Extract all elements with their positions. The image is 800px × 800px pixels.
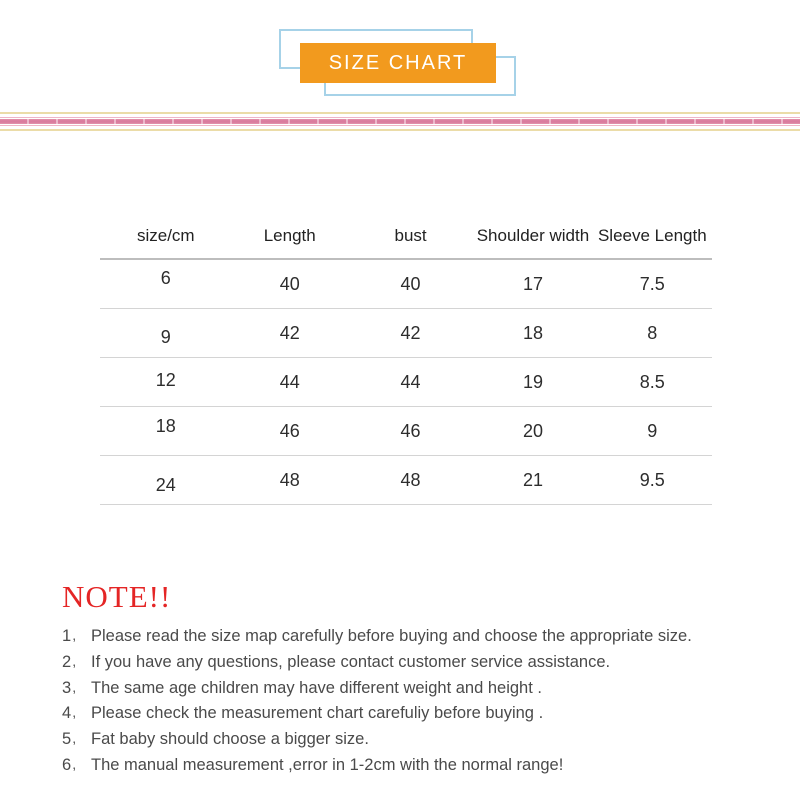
size-chart-banner: [300, 43, 496, 83]
note-text: Please read the size map carefully before buying and choose the appropriate size.: [91, 627, 692, 645]
sleeve-value: 8.5: [593, 358, 712, 407]
banner-title: SIZE CHART: [328, 51, 468, 74]
table-row: [100, 456, 712, 505]
note-heading: NOTE!!: [62, 579, 172, 614]
note-text: If you have any questions, please contact customer service assistance.: [91, 652, 611, 671]
note-text: Fat baby should choose a bigger size.: [91, 730, 369, 749]
size-value: 24: [155, 474, 176, 495]
shoulder-value: 19: [473, 358, 592, 407]
sleeve-value: 9: [593, 407, 712, 456]
note-text: Please check the measurement chart carefuliy before buying .: [91, 704, 544, 723]
table-row: [100, 407, 712, 456]
header-shoulder-width: Shoulder width: [473, 213, 592, 259]
shoulder-value: 21: [473, 456, 592, 505]
sleeve-value: 8: [593, 309, 712, 358]
length-value: 40: [232, 259, 348, 309]
note-number: 2 ,: [62, 650, 91, 676]
note-list: [62, 624, 752, 779]
bust-value: 42: [348, 309, 473, 358]
sleeve-value: 7.5: [593, 259, 712, 309]
size-value: 9: [160, 326, 171, 347]
size-table-header: [100, 213, 712, 259]
shoulder-value: 18: [473, 309, 592, 358]
note-number: 5 ,: [62, 727, 91, 753]
bust-value: 46: [348, 407, 473, 456]
note-number: 6 ,: [62, 753, 91, 779]
size-value: 18: [155, 415, 176, 436]
shoulder-value: 17: [473, 259, 592, 309]
ribbon-tan-line-bottom: [0, 129, 800, 131]
header-size-cm: size/cm: [100, 213, 232, 259]
note-item: [62, 650, 752, 676]
size-value: 12: [155, 369, 176, 390]
length-value: 42: [232, 309, 348, 358]
note-item: [62, 701, 752, 727]
note-item: [62, 727, 752, 753]
ribbon-divider: [0, 112, 800, 131]
table-header-row: [100, 213, 712, 259]
note-number: 4 ,: [62, 701, 91, 727]
note-number: 3 ,: [62, 676, 91, 702]
size-value: 6: [160, 267, 171, 288]
bust-value: 44: [348, 358, 473, 407]
note-item: [62, 753, 752, 779]
length-value: 46: [232, 407, 348, 456]
note-text: The manual measurement ,error in 1-2cm with the normal range!: [91, 755, 564, 774]
header-sleeve-length: Sleeve Length: [593, 213, 712, 259]
bust-value: 40: [348, 259, 473, 309]
header-bust: bust: [348, 213, 473, 259]
note-item: [62, 624, 752, 650]
length-value: 44: [232, 358, 348, 407]
length-value: 48: [232, 456, 348, 505]
note-text: The same age children may have different weight and height .: [91, 678, 542, 697]
table-row: [100, 309, 712, 358]
table-row: [100, 259, 712, 309]
note-item: [62, 676, 752, 702]
note-number: 1 ,: [62, 624, 91, 650]
size-table: [100, 213, 712, 505]
table-row: [100, 358, 712, 407]
bust-value: 48: [348, 456, 473, 505]
sleeve-value: 9.5: [593, 456, 712, 505]
shoulder-value: 20: [473, 407, 592, 456]
header-length: Length: [232, 213, 348, 259]
